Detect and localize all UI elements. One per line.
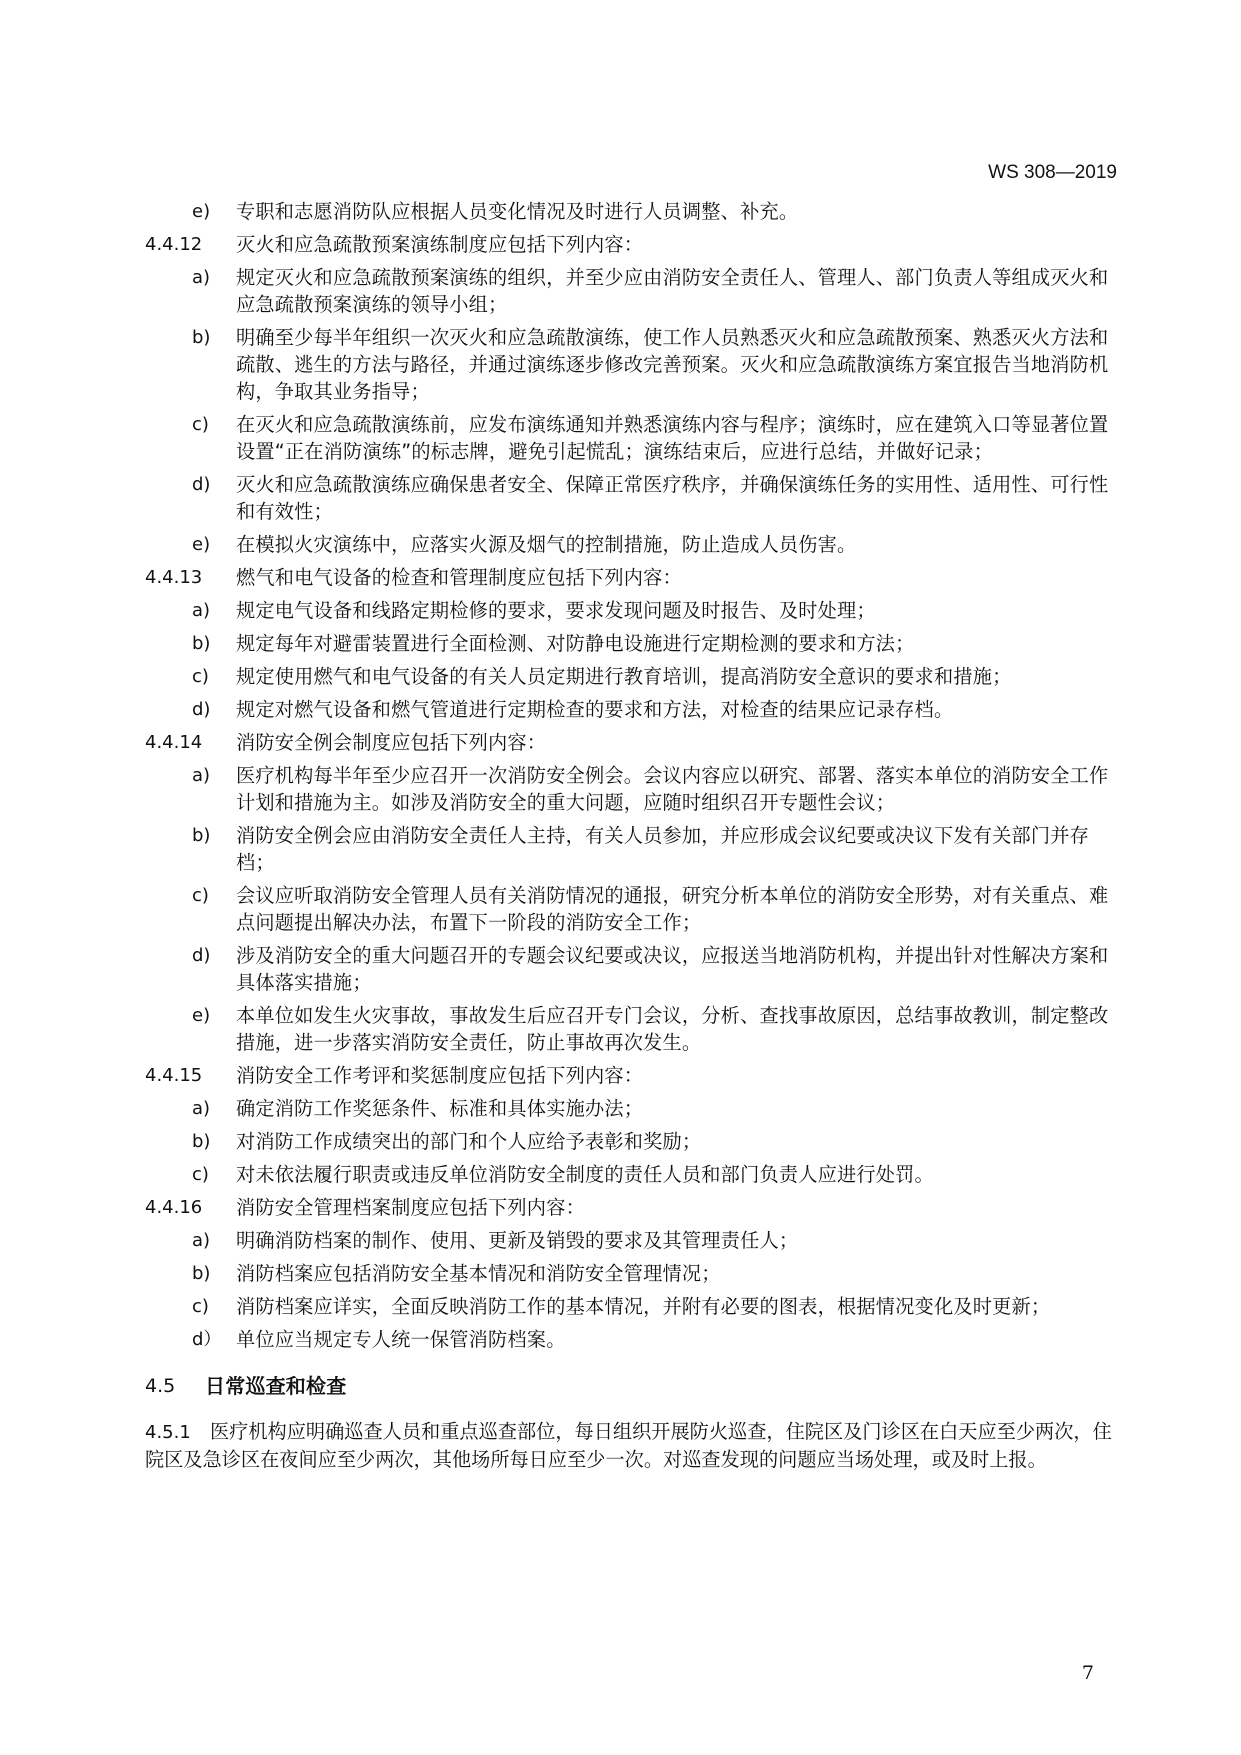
clause-text: 消防安全工作考评和奖惩制度应包括下列内容：: [236, 1064, 644, 1087]
list-item: [145, 882, 1125, 936]
item-label: d）: [192, 1329, 222, 1350]
item-label: d): [192, 474, 211, 495]
item-text: 消防档案应包括消防安全基本情况和消防安全管理情况；: [236, 1262, 721, 1285]
clause-number: 4.4.12: [145, 234, 203, 255]
list-item: [145, 1161, 1125, 1188]
document-code: WS 308—2019: [988, 162, 1117, 183]
list-item: [145, 198, 1125, 225]
item-label: a): [192, 267, 211, 288]
item-label: c): [192, 1164, 209, 1185]
clause-heading: [145, 729, 1125, 756]
clause-text: 消防安全例会制度应包括下列内容：: [236, 731, 547, 754]
item-text: 专职和志愿消防队应根据人员变化情况及时进行人员调整、补充。: [236, 200, 799, 223]
item-text: 规定灭火和应急疏散预案演练的组织，并至少应由消防安全责任人、管理人、部门负责人等组成灭火和应急疏散预案演练的领导小组；: [236, 266, 1109, 316]
item-text: 规定使用燃气和电气设备的有关人员定期进行教育培训，提高消防安全意识的要求和措施；: [236, 665, 1012, 688]
section-number: 4.5: [145, 1375, 176, 1397]
item-text: 明确至少每半年组织一次灭火和应急疏散演练，使工作人员熟悉灭火和应急疏散预案、熟悉灭火方法和疏散、逃生的方法与路径，并通过演练逐步修改完善预案。灭火和应急疏散演练方案宜报告当地消防机构，争取其业务指导；: [236, 326, 1109, 403]
paragraph-text: [145, 1420, 1112, 1471]
page-number: 7: [1081, 1662, 1094, 1684]
item-label: a): [192, 765, 211, 786]
list-item: [145, 1095, 1125, 1122]
item-label: b): [192, 1263, 211, 1284]
item-text: 涉及消防安全的重大问题召开的专题会议纪要或决议，应报送当地消防机构，并提出针对性解决方案和具体落实措施；: [236, 944, 1109, 994]
list-item: [145, 762, 1125, 816]
clause-heading: [145, 1062, 1125, 1089]
item-text: 对消防工作成绩突出的部门和个人应给予表彰和奖励；: [236, 1130, 702, 1153]
item-label: a): [192, 1230, 211, 1251]
list-item: [145, 696, 1125, 723]
item-text: 医疗机构每半年至少应召开一次消防安全例会。会议内容应以研究、部署、落实本单位的消防安全工作计划和措施为主。如涉及消防安全的重大问题，应随时组织召开专题性会议；: [236, 764, 1109, 814]
item-label: c): [192, 414, 209, 435]
clause-text: 消防安全管理档案制度应包括下列内容：: [236, 1196, 585, 1219]
document-body: [145, 198, 1125, 1479]
list-item: [145, 942, 1125, 996]
item-label: d): [192, 699, 211, 720]
clause-number: 4.4.14: [145, 732, 203, 753]
item-text: 在灭火和应急疏散演练前，应发布演练通知并熟悉演练内容与程序；演练时，应在建筑入口等显著位置设置“正在消防演练”的标志牌，避免引起慌乱；演练结束后，应进行总结，并做好记录；: [236, 413, 1109, 463]
item-text: 规定对燃气设备和燃气管道进行定期检查的要求和方法，对检查的结果应记录存档。: [236, 698, 954, 721]
item-text: 消防安全例会应由消防安全责任人主持，有关人员参加，并应形成会议纪要或决议下发有关部门并存档；: [236, 824, 1090, 874]
list-item: [145, 1260, 1125, 1287]
clause-heading: [145, 231, 1125, 258]
paragraph: [145, 1418, 1125, 1473]
item-label: e): [192, 534, 211, 555]
item-text: 对未依法履行职责或违反单位消防安全制度的责任人员和部门负责人应进行处罚。: [236, 1163, 934, 1186]
item-label: c): [192, 885, 209, 906]
item-text: 灭火和应急疏散演练应确保患者安全、保障正常医疗秩序，并确保演练任务的实用性、适用性、可行性和有效性；: [236, 473, 1109, 523]
item-label: e): [192, 1005, 211, 1026]
section-heading: [145, 1373, 1125, 1400]
list-item: [145, 1002, 1125, 1056]
list-item: [145, 630, 1125, 657]
item-label: b): [192, 825, 211, 846]
clause-text: 燃气和电气设备的检查和管理制度应包括下列内容：: [236, 566, 682, 589]
clause-number: 4.4.15: [145, 1065, 203, 1086]
list-item: [145, 597, 1125, 624]
list-item: [145, 264, 1125, 318]
list-item: [145, 1128, 1125, 1155]
item-text: 明确消防档案的制作、使用、更新及销毁的要求及其管理责任人；: [236, 1229, 799, 1252]
list-item: [145, 531, 1125, 558]
clause-heading: [145, 1194, 1125, 1221]
item-label: a): [192, 600, 211, 621]
item-label: e): [192, 201, 211, 222]
item-text: 确定消防工作奖惩条件、标准和具体实施办法；: [236, 1097, 644, 1120]
item-label: d): [192, 945, 211, 966]
paragraph-body: 医疗机构应明确巡查人员和重点巡查部位，每日组织开展防火巡查，住院区及门诊区在白天应至少两次，住院区及急诊区在夜间应至少两次，其他场所每日应至少一次。对巡查发现的问题应当场处理，或及时上报。: [145, 1420, 1112, 1471]
item-text: 消防档案应详实，全面反映消防工作的基本情况，并附有必要的图表，根据情况变化及时更新；: [236, 1295, 1051, 1318]
item-text: 在模拟火灾演练中，应落实火源及烟气的控制措施，防止造成人员伤害。: [236, 533, 857, 556]
item-text: 会议应听取消防安全管理人员有关消防情况的通报，研究分析本单位的消防安全形势，对有关重点、难点问题提出解决办法，布置下一阶段的消防安全工作；: [236, 884, 1109, 934]
item-text: 规定每年对避雷装置进行全面检测、对防静电设施进行定期检测的要求和方法；: [236, 632, 915, 655]
section-title: 日常巡查和检查: [205, 1374, 347, 1398]
list-item: [145, 411, 1125, 465]
list-item: [145, 324, 1125, 405]
list-item: [145, 1326, 1125, 1353]
item-label: a): [192, 1098, 211, 1119]
item-label: b): [192, 633, 211, 654]
item-text: 本单位如发生火灾事故，事故发生后应召开专门会议，分析、查找事故原因，总结事故教训，制定整改措施，进一步落实消防安全责任，防止事故再次发生。: [236, 1004, 1109, 1054]
list-item: [145, 1227, 1125, 1254]
list-item: [145, 1293, 1125, 1320]
list-item: [145, 822, 1125, 876]
clause-heading: [145, 564, 1125, 591]
item-text: 规定电气设备和线路定期检修的要求，要求发现问题及时报告、及时处理；: [236, 599, 876, 622]
list-item: [145, 663, 1125, 690]
paragraph-number: 4.5.1: [145, 1422, 191, 1443]
item-text: 单位应当规定专人统一保管消防档案。: [236, 1328, 566, 1351]
item-label: c): [192, 1296, 209, 1317]
clause-number: 4.4.13: [145, 567, 203, 588]
clause-text: 灭火和应急疏散预案演练制度应包括下列内容：: [236, 233, 644, 256]
item-label: c): [192, 666, 209, 687]
clause-number: 4.4.16: [145, 1197, 203, 1218]
item-label: b): [192, 1131, 211, 1152]
list-item: [145, 471, 1125, 525]
item-label: b): [192, 327, 211, 348]
